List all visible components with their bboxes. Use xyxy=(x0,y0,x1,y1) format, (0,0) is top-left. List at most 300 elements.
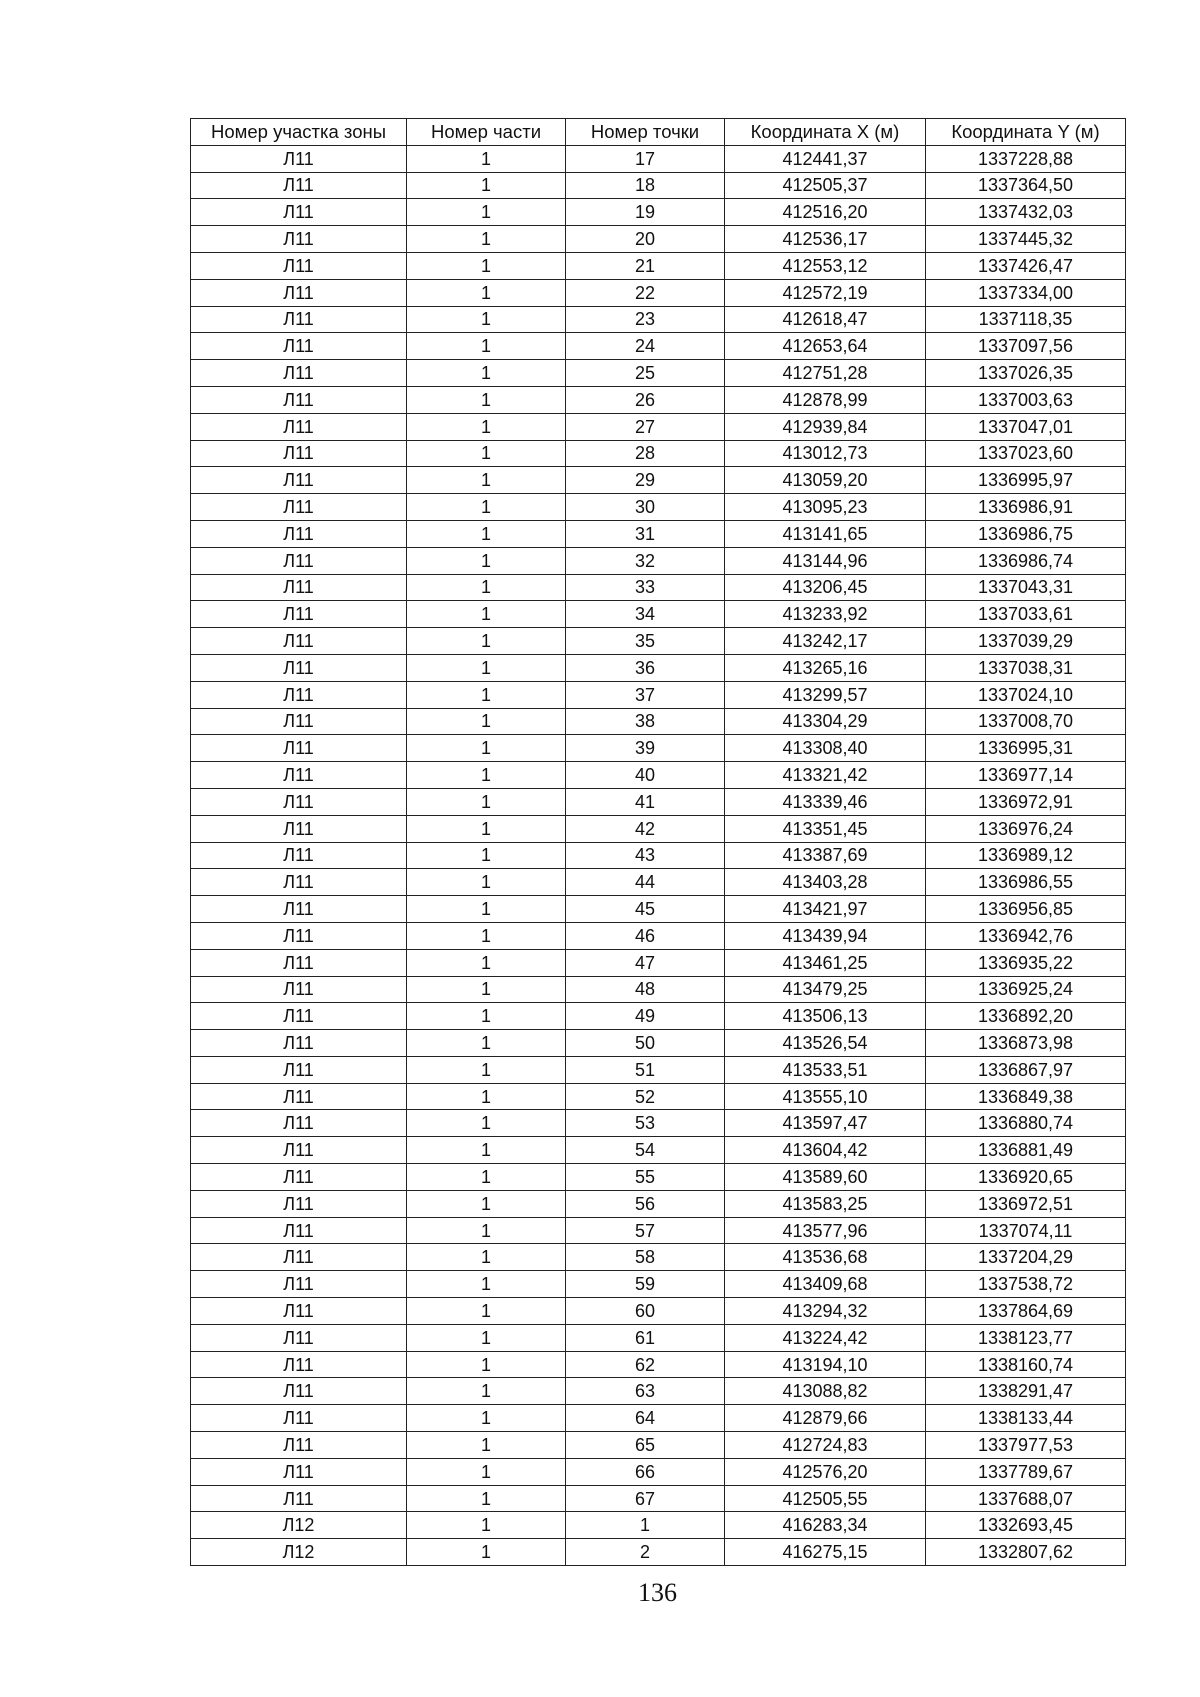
table-row xyxy=(191,735,1126,762)
cell-coordinate-x: 413339,46 xyxy=(725,788,926,815)
cell-zone-section: Л11 xyxy=(191,547,407,574)
cell-coordinate-y: 1337118,35 xyxy=(926,306,1126,333)
cell-coordinate-x: 413059,20 xyxy=(725,467,926,494)
cell-coordinate-x: 413141,65 xyxy=(725,520,926,547)
table-row xyxy=(191,547,1126,574)
table-row xyxy=(191,252,1126,279)
cell-part-number: 1 xyxy=(407,1217,566,1244)
cell-point-number: 45 xyxy=(566,896,725,923)
coordinates-table xyxy=(190,118,1126,1566)
cell-point-number: 26 xyxy=(566,386,725,413)
cell-point-number: 30 xyxy=(566,494,725,521)
cell-part-number: 1 xyxy=(407,333,566,360)
cell-point-number: 23 xyxy=(566,306,725,333)
table-row xyxy=(191,333,1126,360)
cell-zone-section: Л11 xyxy=(191,1137,407,1164)
cell-point-number: 60 xyxy=(566,1298,725,1325)
cell-coordinate-x: 412618,47 xyxy=(725,306,926,333)
cell-coordinate-x: 413308,40 xyxy=(725,735,926,762)
cell-part-number: 1 xyxy=(407,1324,566,1351)
cell-zone-section: Л11 xyxy=(191,1110,407,1137)
cell-point-number: 21 xyxy=(566,252,725,279)
cell-part-number: 1 xyxy=(407,172,566,199)
cell-coordinate-x: 416275,15 xyxy=(725,1539,926,1566)
cell-coordinate-x: 412516,20 xyxy=(725,199,926,226)
cell-coordinate-y: 1332807,62 xyxy=(926,1539,1126,1566)
cell-part-number: 1 xyxy=(407,628,566,655)
cell-coordinate-x: 412939,84 xyxy=(725,413,926,440)
cell-zone-section: Л11 xyxy=(191,520,407,547)
cell-point-number: 42 xyxy=(566,815,725,842)
header-zone-section: Номер участка зоны xyxy=(191,119,407,146)
cell-part-number: 1 xyxy=(407,306,566,333)
cell-coordinate-x: 413299,57 xyxy=(725,681,926,708)
cell-part-number: 1 xyxy=(407,1137,566,1164)
cell-part-number: 1 xyxy=(407,708,566,735)
cell-zone-section: Л11 xyxy=(191,815,407,842)
table-row xyxy=(191,708,1126,735)
cell-point-number: 51 xyxy=(566,1056,725,1083)
cell-zone-section: Л11 xyxy=(191,199,407,226)
cell-point-number: 57 xyxy=(566,1217,725,1244)
cell-part-number: 1 xyxy=(407,1405,566,1432)
cell-coordinate-x: 413577,96 xyxy=(725,1217,926,1244)
table-row xyxy=(191,628,1126,655)
cell-zone-section: Л11 xyxy=(191,628,407,655)
cell-coordinate-x: 413088,82 xyxy=(725,1378,926,1405)
cell-zone-section: Л11 xyxy=(191,601,407,628)
cell-part-number: 1 xyxy=(407,949,566,976)
table-row xyxy=(191,1003,1126,1030)
cell-coordinate-y: 1337204,29 xyxy=(926,1244,1126,1271)
cell-point-number: 19 xyxy=(566,199,725,226)
table-row xyxy=(191,922,1126,949)
cell-point-number: 20 xyxy=(566,226,725,253)
cell-coordinate-x: 413321,42 xyxy=(725,762,926,789)
table-row xyxy=(191,1351,1126,1378)
table-row xyxy=(191,1432,1126,1459)
cell-part-number: 1 xyxy=(407,467,566,494)
table-row xyxy=(191,1217,1126,1244)
cell-coordinate-x: 412878,99 xyxy=(725,386,926,413)
table-row xyxy=(191,467,1126,494)
cell-coordinate-y: 1336986,91 xyxy=(926,494,1126,521)
table-row xyxy=(191,601,1126,628)
table-row xyxy=(191,574,1126,601)
cell-coordinate-y: 1336942,76 xyxy=(926,922,1126,949)
cell-point-number: 50 xyxy=(566,1030,725,1057)
cell-zone-section: Л11 xyxy=(191,1056,407,1083)
cell-zone-section: Л11 xyxy=(191,1298,407,1325)
cell-point-number: 43 xyxy=(566,842,725,869)
cell-zone-section: Л11 xyxy=(191,949,407,976)
cell-part-number: 1 xyxy=(407,494,566,521)
cell-coordinate-x: 413242,17 xyxy=(725,628,926,655)
table-row xyxy=(191,520,1126,547)
cell-coordinate-x: 412553,12 xyxy=(725,252,926,279)
table-row xyxy=(191,494,1126,521)
table-row xyxy=(191,1485,1126,1512)
cell-coordinate-x: 413597,47 xyxy=(725,1110,926,1137)
cell-coordinate-y: 1337043,31 xyxy=(926,574,1126,601)
cell-coordinate-x: 413439,94 xyxy=(725,922,926,949)
table-header-row xyxy=(191,119,1126,146)
cell-zone-section: Л11 xyxy=(191,1244,407,1271)
cell-coordinate-x: 412653,64 xyxy=(725,333,926,360)
cell-zone-section: Л11 xyxy=(191,735,407,762)
table-body xyxy=(191,145,1126,1565)
cell-coordinate-x: 413479,25 xyxy=(725,976,926,1003)
cell-zone-section: Л11 xyxy=(191,333,407,360)
table-row xyxy=(191,788,1126,815)
cell-coordinate-x: 413144,96 xyxy=(725,547,926,574)
cell-point-number: 25 xyxy=(566,360,725,387)
cell-zone-section: Л11 xyxy=(191,708,407,735)
cell-zone-section: Л11 xyxy=(191,842,407,869)
cell-zone-section: Л11 xyxy=(191,976,407,1003)
cell-zone-section: Л11 xyxy=(191,494,407,521)
cell-coordinate-y: 1336977,14 xyxy=(926,762,1126,789)
table-row xyxy=(191,896,1126,923)
cell-point-number: 61 xyxy=(566,1324,725,1351)
cell-coordinate-y: 1337074,11 xyxy=(926,1217,1126,1244)
cell-coordinate-y: 1337789,67 xyxy=(926,1458,1126,1485)
cell-point-number: 34 xyxy=(566,601,725,628)
cell-part-number: 1 xyxy=(407,922,566,949)
cell-zone-section: Л11 xyxy=(191,1083,407,1110)
cell-coordinate-x: 413461,25 xyxy=(725,949,926,976)
cell-coordinate-y: 1337426,47 xyxy=(926,252,1126,279)
header-coordinate-x: Координата X (м) xyxy=(725,119,926,146)
table-row xyxy=(191,1405,1126,1432)
cell-coordinate-y: 1337003,63 xyxy=(926,386,1126,413)
cell-part-number: 1 xyxy=(407,386,566,413)
cell-point-number: 33 xyxy=(566,574,725,601)
cell-coordinate-x: 413403,28 xyxy=(725,869,926,896)
cell-coordinate-y: 1336892,20 xyxy=(926,1003,1126,1030)
table-row xyxy=(191,199,1126,226)
table-row xyxy=(191,1324,1126,1351)
cell-zone-section: Л11 xyxy=(191,869,407,896)
cell-zone-section: Л11 xyxy=(191,1003,407,1030)
cell-coordinate-x: 413387,69 xyxy=(725,842,926,869)
cell-coordinate-y: 1337024,10 xyxy=(926,681,1126,708)
cell-coordinate-y: 1337688,07 xyxy=(926,1485,1126,1512)
cell-coordinate-y: 1336849,38 xyxy=(926,1083,1126,1110)
cell-point-number: 52 xyxy=(566,1083,725,1110)
cell-zone-section: Л11 xyxy=(191,762,407,789)
cell-part-number: 1 xyxy=(407,1298,566,1325)
cell-part-number: 1 xyxy=(407,279,566,306)
cell-part-number: 1 xyxy=(407,1244,566,1271)
cell-coordinate-y: 1337334,00 xyxy=(926,279,1126,306)
cell-part-number: 1 xyxy=(407,788,566,815)
table-row xyxy=(191,279,1126,306)
cell-point-number: 39 xyxy=(566,735,725,762)
cell-part-number: 1 xyxy=(407,762,566,789)
cell-point-number: 32 xyxy=(566,547,725,574)
cell-point-number: 56 xyxy=(566,1190,725,1217)
table-row xyxy=(191,949,1126,976)
cell-point-number: 58 xyxy=(566,1244,725,1271)
cell-point-number: 54 xyxy=(566,1137,725,1164)
cell-point-number: 53 xyxy=(566,1110,725,1137)
cell-coordinate-y: 1336935,22 xyxy=(926,949,1126,976)
cell-coordinate-x: 413421,97 xyxy=(725,896,926,923)
cell-zone-section: Л11 xyxy=(191,654,407,681)
cell-zone-section: Л11 xyxy=(191,467,407,494)
cell-coordinate-x: 413194,10 xyxy=(725,1351,926,1378)
cell-coordinate-y: 1337047,01 xyxy=(926,413,1126,440)
cell-zone-section: Л11 xyxy=(191,1378,407,1405)
cell-coordinate-y: 1337039,29 xyxy=(926,628,1126,655)
cell-coordinate-x: 413012,73 xyxy=(725,440,926,467)
cell-zone-section: Л11 xyxy=(191,1485,407,1512)
cell-zone-section: Л11 xyxy=(191,896,407,923)
cell-point-number: 29 xyxy=(566,467,725,494)
cell-part-number: 1 xyxy=(407,199,566,226)
cell-zone-section: Л11 xyxy=(191,440,407,467)
cell-coordinate-x: 413583,25 xyxy=(725,1190,926,1217)
cell-coordinate-x: 413206,45 xyxy=(725,574,926,601)
cell-part-number: 1 xyxy=(407,976,566,1003)
cell-part-number: 1 xyxy=(407,815,566,842)
cell-coordinate-x: 412536,17 xyxy=(725,226,926,253)
cell-coordinate-x: 413095,23 xyxy=(725,494,926,521)
cell-point-number: 17 xyxy=(566,145,725,172)
table-row xyxy=(191,976,1126,1003)
cell-point-number: 36 xyxy=(566,654,725,681)
cell-coordinate-x: 412724,83 xyxy=(725,1432,926,1459)
cell-coordinate-y: 1336972,51 xyxy=(926,1190,1126,1217)
header-part-number: Номер части xyxy=(407,119,566,146)
cell-coordinate-y: 1337033,61 xyxy=(926,601,1126,628)
cell-coordinate-y: 1337228,88 xyxy=(926,145,1126,172)
cell-zone-section: Л12 xyxy=(191,1539,407,1566)
cell-coordinate-x: 413589,60 xyxy=(725,1164,926,1191)
cell-zone-section: Л11 xyxy=(191,1164,407,1191)
cell-coordinate-y: 1337023,60 xyxy=(926,440,1126,467)
cell-coordinate-y: 1336976,24 xyxy=(926,815,1126,842)
cell-point-number: 55 xyxy=(566,1164,725,1191)
cell-zone-section: Л11 xyxy=(191,226,407,253)
cell-point-number: 47 xyxy=(566,949,725,976)
cell-part-number: 1 xyxy=(407,1190,566,1217)
table-row xyxy=(191,654,1126,681)
cell-point-number: 28 xyxy=(566,440,725,467)
table-row xyxy=(191,869,1126,896)
cell-point-number: 46 xyxy=(566,922,725,949)
cell-point-number: 41 xyxy=(566,788,725,815)
cell-part-number: 1 xyxy=(407,1030,566,1057)
cell-point-number: 44 xyxy=(566,869,725,896)
cell-part-number: 1 xyxy=(407,1056,566,1083)
cell-part-number: 1 xyxy=(407,735,566,762)
table-row xyxy=(191,386,1126,413)
cell-part-number: 1 xyxy=(407,1110,566,1137)
cell-coordinate-x: 412505,37 xyxy=(725,172,926,199)
cell-coordinate-y: 1336986,74 xyxy=(926,547,1126,574)
cell-coordinate-x: 413224,42 xyxy=(725,1324,926,1351)
table-row xyxy=(191,172,1126,199)
cell-coordinate-y: 1338160,74 xyxy=(926,1351,1126,1378)
cell-part-number: 1 xyxy=(407,869,566,896)
cell-coordinate-x: 412572,19 xyxy=(725,279,926,306)
cell-coordinate-x: 413536,68 xyxy=(725,1244,926,1271)
cell-zone-section: Л11 xyxy=(191,681,407,708)
cell-coordinate-y: 1337977,53 xyxy=(926,1432,1126,1459)
table-row xyxy=(191,842,1126,869)
cell-part-number: 1 xyxy=(407,1458,566,1485)
table-row xyxy=(191,1539,1126,1566)
cell-point-number: 49 xyxy=(566,1003,725,1030)
cell-part-number: 1 xyxy=(407,1432,566,1459)
table-row xyxy=(191,1137,1126,1164)
cell-zone-section: Л11 xyxy=(191,788,407,815)
cell-point-number: 66 xyxy=(566,1458,725,1485)
table-row xyxy=(191,1298,1126,1325)
cell-point-number: 63 xyxy=(566,1378,725,1405)
cell-point-number: 64 xyxy=(566,1405,725,1432)
cell-zone-section: Л11 xyxy=(191,1190,407,1217)
cell-coordinate-y: 1336995,31 xyxy=(926,735,1126,762)
cell-coordinate-x: 412576,20 xyxy=(725,1458,926,1485)
cell-part-number: 1 xyxy=(407,1083,566,1110)
cell-coordinate-x: 413233,92 xyxy=(725,601,926,628)
cell-coordinate-y: 1337445,32 xyxy=(926,226,1126,253)
table-row xyxy=(191,1056,1126,1083)
cell-coordinate-y: 1337097,56 xyxy=(926,333,1126,360)
header-coordinate-y: Координата Y (м) xyxy=(926,119,1126,146)
cell-zone-section: Л11 xyxy=(191,574,407,601)
table-row xyxy=(191,1083,1126,1110)
cell-coordinate-x: 413533,51 xyxy=(725,1056,926,1083)
cell-zone-section: Л11 xyxy=(191,1271,407,1298)
cell-coordinate-x: 413304,29 xyxy=(725,708,926,735)
cell-zone-section: Л11 xyxy=(191,413,407,440)
cell-part-number: 1 xyxy=(407,1351,566,1378)
cell-part-number: 1 xyxy=(407,601,566,628)
table-row xyxy=(191,681,1126,708)
cell-part-number: 1 xyxy=(407,574,566,601)
cell-coordinate-y: 1338133,44 xyxy=(926,1405,1126,1432)
table-row xyxy=(191,1512,1126,1539)
cell-zone-section: Л11 xyxy=(191,1030,407,1057)
cell-coordinate-x: 412879,66 xyxy=(725,1405,926,1432)
table-row xyxy=(191,1190,1126,1217)
cell-coordinate-y: 1337538,72 xyxy=(926,1271,1126,1298)
cell-coordinate-y: 1336995,97 xyxy=(926,467,1126,494)
cell-coordinate-x: 413526,54 xyxy=(725,1030,926,1057)
cell-zone-section: Л11 xyxy=(191,145,407,172)
cell-zone-section: Л11 xyxy=(191,1432,407,1459)
cell-zone-section: Л11 xyxy=(191,1324,407,1351)
cell-coordinate-y: 1336920,65 xyxy=(926,1164,1126,1191)
cell-zone-section: Л12 xyxy=(191,1512,407,1539)
cell-coordinate-x: 416283,34 xyxy=(725,1512,926,1539)
cell-part-number: 1 xyxy=(407,1512,566,1539)
table-row xyxy=(191,360,1126,387)
table-row xyxy=(191,815,1126,842)
cell-coordinate-y: 1337864,69 xyxy=(926,1298,1126,1325)
cell-coordinate-y: 1337038,31 xyxy=(926,654,1126,681)
cell-coordinate-y: 1336986,55 xyxy=(926,869,1126,896)
cell-point-number: 18 xyxy=(566,172,725,199)
cell-coordinate-y: 1336867,97 xyxy=(926,1056,1126,1083)
cell-part-number: 1 xyxy=(407,1003,566,1030)
cell-part-number: 1 xyxy=(407,1164,566,1191)
cell-coordinate-y: 1336989,12 xyxy=(926,842,1126,869)
cell-zone-section: Л11 xyxy=(191,306,407,333)
cell-part-number: 1 xyxy=(407,1485,566,1512)
cell-part-number: 1 xyxy=(407,1539,566,1566)
cell-coordinate-y: 1336880,74 xyxy=(926,1110,1126,1137)
cell-part-number: 1 xyxy=(407,896,566,923)
cell-coordinate-x: 412751,28 xyxy=(725,360,926,387)
table-row xyxy=(191,762,1126,789)
cell-part-number: 1 xyxy=(407,1271,566,1298)
cell-point-number: 27 xyxy=(566,413,725,440)
cell-coordinate-x: 413351,45 xyxy=(725,815,926,842)
cell-part-number: 1 xyxy=(407,520,566,547)
cell-part-number: 1 xyxy=(407,1378,566,1405)
cell-coordinate-y: 1336881,49 xyxy=(926,1137,1126,1164)
cell-point-number: 2 xyxy=(566,1539,725,1566)
table-row xyxy=(191,1164,1126,1191)
cell-coordinate-y: 1336986,75 xyxy=(926,520,1126,547)
cell-part-number: 1 xyxy=(407,654,566,681)
cell-part-number: 1 xyxy=(407,842,566,869)
cell-coordinate-y: 1336972,91 xyxy=(926,788,1126,815)
cell-zone-section: Л11 xyxy=(191,172,407,199)
cell-zone-section: Л11 xyxy=(191,1405,407,1432)
cell-point-number: 22 xyxy=(566,279,725,306)
cell-coordinate-x: 413294,32 xyxy=(725,1298,926,1325)
cell-coordinate-y: 1337026,35 xyxy=(926,360,1126,387)
table-row xyxy=(191,1030,1126,1057)
cell-coordinate-x: 413409,68 xyxy=(725,1271,926,1298)
cell-zone-section: Л11 xyxy=(191,1458,407,1485)
cell-point-number: 59 xyxy=(566,1271,725,1298)
cell-coordinate-y: 1337432,03 xyxy=(926,199,1126,226)
table-row xyxy=(191,1244,1126,1271)
cell-zone-section: Л11 xyxy=(191,279,407,306)
cell-coordinate-x: 413506,13 xyxy=(725,1003,926,1030)
cell-zone-section: Л11 xyxy=(191,360,407,387)
cell-point-number: 31 xyxy=(566,520,725,547)
cell-zone-section: Л11 xyxy=(191,252,407,279)
cell-point-number: 37 xyxy=(566,681,725,708)
cell-coordinate-y: 1332693,45 xyxy=(926,1512,1126,1539)
cell-point-number: 62 xyxy=(566,1351,725,1378)
table-row xyxy=(191,1378,1126,1405)
cell-zone-section: Л11 xyxy=(191,922,407,949)
table-row xyxy=(191,1271,1126,1298)
table-row xyxy=(191,1458,1126,1485)
cell-coordinate-y: 1336925,24 xyxy=(926,976,1126,1003)
cell-coordinate-y: 1336873,98 xyxy=(926,1030,1126,1057)
cell-point-number: 35 xyxy=(566,628,725,655)
cell-point-number: 48 xyxy=(566,976,725,1003)
cell-part-number: 1 xyxy=(407,547,566,574)
cell-coordinate-y: 1338123,77 xyxy=(926,1324,1126,1351)
cell-point-number: 38 xyxy=(566,708,725,735)
cell-coordinate-x: 412505,55 xyxy=(725,1485,926,1512)
cell-part-number: 1 xyxy=(407,145,566,172)
cell-coordinate-x: 413555,10 xyxy=(725,1083,926,1110)
table-row xyxy=(191,413,1126,440)
cell-point-number: 67 xyxy=(566,1485,725,1512)
